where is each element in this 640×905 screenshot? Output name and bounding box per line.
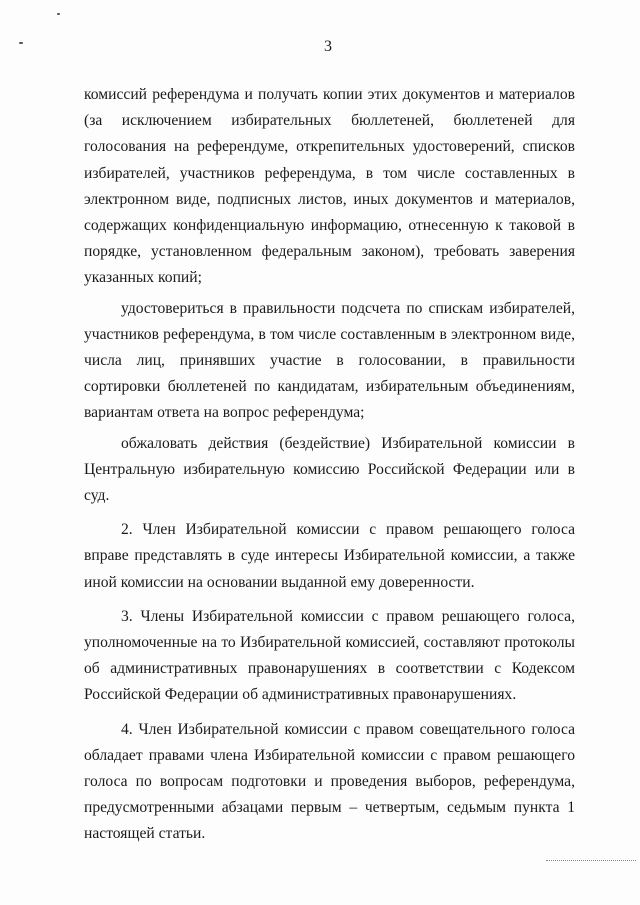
scan-speck xyxy=(57,13,60,15)
paragraph-item-2: 2. Член Избирательной комиссии с правом решающего голоса вправе представлять в суде интересы Избирательной комиссии, а также иной комиссии на основании выданной ему доверенности. xyxy=(84,521,575,591)
document-body xyxy=(84,82,575,848)
paragraph-item-3: 3. Члены Избирательной комиссии с правом решающего голоса, уполномоченные на то Избирательной комиссией, составляют протоколы об административных правонарушениях в соответствии с Кодексом Российской Федерации об административных правонарушениях. xyxy=(84,607,575,704)
paragraph-continuation: комиссий референдума и получать копии этих документов и материалов (за исключением избирательных бюллетеней, бюллетеней для голосования на референдуме, открепительных удостоверений, списков избирателей, участников референдума, в том числе составленных в электронном виде, подписных листов, иных документов и материалов, содержащих конфиденциальную информацию, отнесенную к таковой в порядке, установленном федеральным законом), требовать заверения указанных копий; xyxy=(84,86,575,287)
paragraph-appeal: обжаловать действия (бездействие) Избирательной комиссии в Центральную избирательную комиссию Российской Федерации или в суд. xyxy=(84,434,575,505)
scan-edge-dots xyxy=(546,860,636,862)
page-number: 3 xyxy=(324,38,332,55)
paragraph-verify-count: удостовериться в правильности подсчета по спискам избирателей, участников референдума, в том числе составленным в электронном виде, числа лиц, принявших участие в голосовании, в правильности сортировки бюллетеней по кандидатам, избирательным объединениям, вариантам ответа на вопрос референдума; xyxy=(84,299,575,422)
paragraph-item-4: 4. Член Избирательной комиссии с правом совещательного голоса обладает правами члена Избирательной комиссии с правом решающего голоса по вопросам подготовки и проведения выборов, референдума, предусмотренными абзацами первым – четвертым, седьмым пункта 1 настоящей статьи. xyxy=(84,720,575,843)
